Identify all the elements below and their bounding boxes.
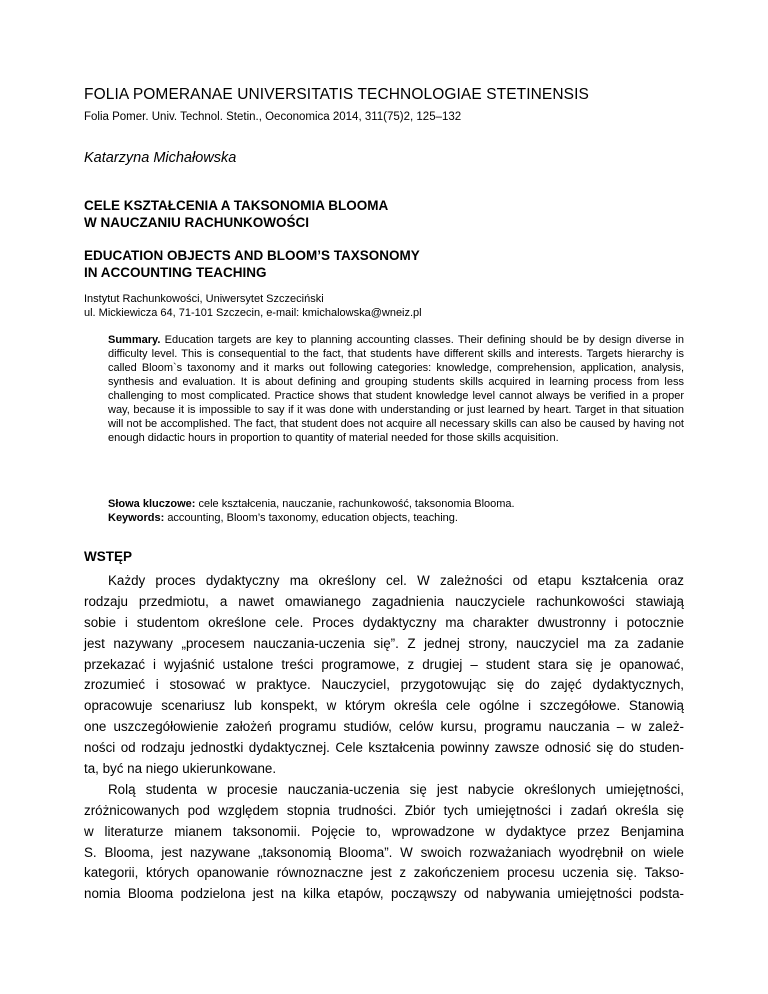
keywords-block [108, 497, 688, 525]
body-line: jest nazywany „procesem nauczania-uczenia się”. Z jednej strony, nauczyciel ma za zadanie [84, 635, 684, 651]
body-line: Każdy proces dydaktyczny ma określony cel. W zależności od etapu kształcenia oraz [108, 573, 684, 588]
body-line: S. Blooma, jest nazywane „taksonomią Blooma”. W swoich rozważaniach wyodrębnił on wiele [84, 844, 684, 860]
abstract [108, 333, 684, 445]
title-en-line: EDUCATION OBJECTS AND BLOOM’S TAXSONOMY [84, 248, 420, 263]
section-heading: WSTĘP [84, 549, 133, 564]
body-line: kategorii, których opanowanie równoznaczne jest z zakończeniem procesu uczenia się. Takso- [84, 865, 684, 881]
body-text [84, 571, 684, 905]
title-pl-line: W NAUCZANIU RACHUNKOWOŚCI [84, 215, 309, 230]
body-line: sobie i studentom określone cele. Proces dydaktyczny ma charakter dwustronny i potocznie [84, 614, 684, 630]
author-name: Katarzyna Michałowska [84, 150, 237, 166]
body-line: one uszczegółowienie założeń programu studiów, celów kursu, programu nauczania – w zależ- [84, 719, 684, 735]
author-affiliation [84, 292, 422, 320]
keywords-en-label: Keywords: [108, 512, 165, 524]
body-line: przekazać i wyjaśnić ustalone treści programowe, z drugiej – student stara się je opanować, [84, 656, 684, 672]
body-line: nomia Blooma podzielona jest na kilka etapów, począwszy od nabywania umiejętności podsta- [84, 886, 684, 902]
body-line: zrozumieć i stosować w praktyce. Nauczyciel, przygotowując się do zajęć dydaktycznych, [84, 677, 684, 693]
keywords-pl-text: cele kształcenia, nauczanie, rachunkowość, taksonomia Blooma. [198, 498, 515, 510]
article-title-polish [84, 197, 388, 231]
title-pl-line: CELE KSZTAŁCENIA A TAKSONOMIA BLOOMA [84, 198, 389, 213]
body-line: ności od rodzaju jednostki dydaktycznej. Cele kształcenia powinny zawsze odnosić się do studen- [84, 740, 684, 756]
body-line: opracowuje scenariusz lub konspekt, w którym określa cele ogólne i szczegółowe. Stanowią [84, 698, 684, 714]
keywords-en-text: accounting, Bloom’s taxonomy, education objects, teaching. [167, 512, 458, 524]
keywords-polish [108, 497, 688, 511]
body-line: zróżnicowanych pod względem stopnia trudności. Zbiór tych umiejętności i zadań określa się [84, 802, 684, 818]
keywords-pl-label: Słowa kluczowe: [108, 498, 196, 510]
body-line: Rolą studenta w procesie nauczania-uczenia się jest nabycie określonych umiejętności, [108, 781, 684, 797]
body-line: w literaturze mianem taksonomii. Pojęcie to, wprowadzone w dydaktyce przez Benjamina [84, 823, 684, 839]
affiliation-line: ul. Mickiewicza 64, 71-101 Szczecin, e-mail: kmichalowska@wneiz.pl [84, 307, 422, 319]
journal-title: FOLIA POMERANAE UNIVERSITATIS TECHNOLOGIAE STETINENSIS [84, 86, 589, 103]
abstract-text: Education targets are key to planning accounting classes. Their defining should be by design diverse in difficulty level. This is consequential to the fact, that students have different skills and interests. Targets hierarchy is called Bloom`s taxonomy and it marks out following categories: knowledge, comprehension, application, analysis, synthesis and evaluation. It is about defining and grouping students skills acquired in learning process from less challenging to most complicated. Practice shows that student knowledge level cannot always be verified in a proper way, because it is impossible to say if it was done with understanding or just learned by heart. Target in that situation will not be accomplished. The fact, that student does not acquire all necessary skills can also be caused by having not enough didactic hours in proportion to quantity of material needed for those skills acquisition. [108, 334, 684, 444]
body-line: rodzaju przedmiotu, a nawet omawianego zagadnienia nauczyciele rachunkowości stawiają [84, 593, 684, 609]
abstract-label: Summary. [108, 334, 161, 346]
body-line: ta, być na niego ukierunkowane. [84, 761, 277, 777]
article-title-english [84, 247, 420, 281]
keywords-english [108, 511, 688, 525]
affiliation-line: Instytut Rachunkowości, Uniwersytet Szczeciński [84, 293, 324, 305]
journal-citation: Folia Pomer. Univ. Technol. Stetin., Oeconomica 2014, 311(75)2, 125–132 [84, 111, 462, 123]
title-en-line: IN ACCOUNTING TEACHING [84, 265, 267, 280]
